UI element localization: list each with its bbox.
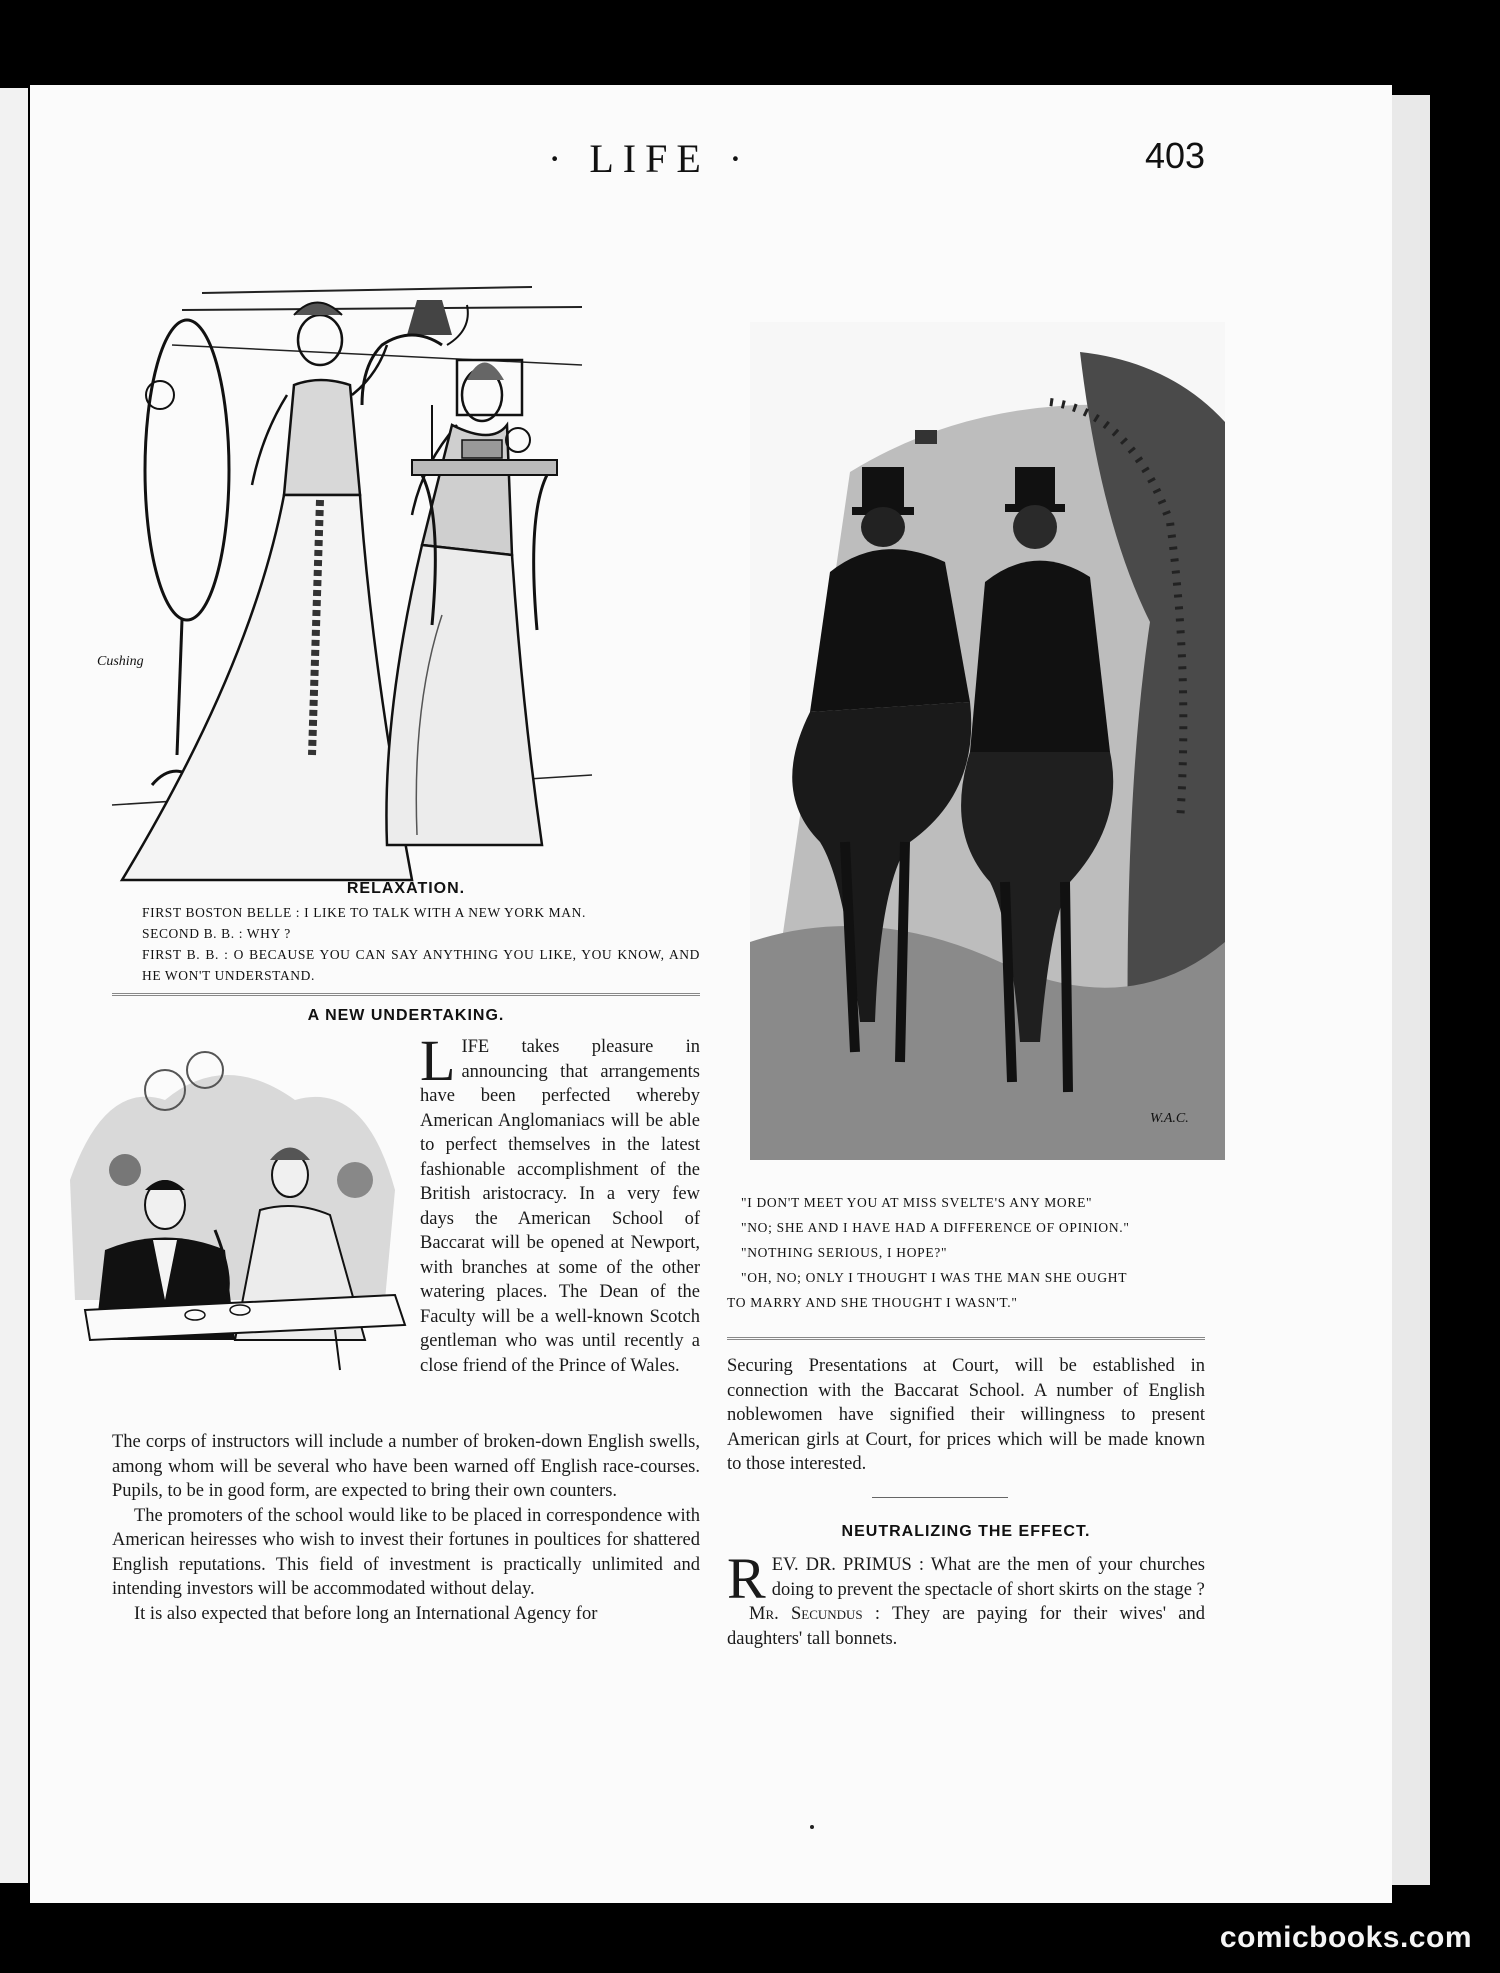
footer-dot <box>810 1825 814 1829</box>
riders-caption <box>727 1190 1205 1315</box>
dropcap: L <box>420 1028 456 1093</box>
section-divider <box>727 1337 1205 1340</box>
dialogue-text: I LIKE TO TALK WITH A NEW YORK MAN. <box>304 905 586 920</box>
page-number: 403 <box>1145 135 1206 176</box>
caption-line: "NO; SHE AND I HAVE HAD A DIFFERENCE OF OPINION." <box>741 1220 1130 1235</box>
paragraph <box>727 1602 1205 1651</box>
neutralizing-heading: NEUTRALIZING THE EFFECT. <box>841 1523 1091 1540</box>
undertaking-body <box>112 1430 700 1626</box>
dialogue-line <box>112 944 700 986</box>
speaker: Mr. Secundus : <box>749 1604 881 1624</box>
caption-line: "OH, NO; ONLY I THOUGHT I WAS THE MAN SHE OUGHT <box>741 1270 1128 1285</box>
dialogue-text: They are paying for their wives' and daughters' tall bonnets. <box>727 1604 1205 1649</box>
paragraph: Securing Presentations at Court, will be established in connection with the Baccarat School. A number of English noblewomen have signified their willingness to present American girls at Court, for prices which will be made known to those interested. <box>727 1356 1205 1474</box>
caption-line: "I DON'T MEET YOU AT MISS SVELTE'S ANY MORE" <box>741 1195 1093 1210</box>
undertaking-intro <box>420 1028 700 1378</box>
intro-paragraph <box>420 1028 700 1378</box>
paragraph <box>727 1546 1205 1611</box>
watermark: comicbooks.com <box>1219 1921 1472 1954</box>
dropcap: R <box>727 1546 766 1611</box>
cushing-signature: Cushing <box>97 654 144 669</box>
speaker: FIRST B. B. : <box>142 947 229 962</box>
facing-page-edge <box>0 88 28 1883</box>
relaxation-dialogue <box>112 902 700 986</box>
baccarat-illustration <box>65 1040 410 1380</box>
undertaking-continuation <box>727 1354 1205 1477</box>
speaker: FIRST BOSTON BELLE : <box>142 905 301 920</box>
paragraph: The promoters of the school would like to be placed in correspondence with American heiresses who wish to invest their fortunes in poultices for shattered English reputations. This field of investment is practically unlimited and intending investors will be accommodated without delay. <box>112 1505 700 1599</box>
dialogue-text: WHY ? <box>246 926 291 941</box>
short-divider <box>872 1497 1008 1498</box>
dialogue-text: What are the men of your churches doing to prevent the spectacle of short skirts on the stage ? <box>771 1555 1205 1600</box>
masthead: · LIFE · <box>548 136 752 181</box>
paragraph: It is also expected that before long an International Agency for <box>134 1603 598 1624</box>
undertaking-heading: A NEW UNDERTAKING. <box>307 1007 505 1024</box>
speaker: SECOND B. B. : <box>142 926 244 941</box>
riders-illustration <box>750 322 1225 1160</box>
next-page-edge <box>1392 95 1430 1885</box>
dialogue-line <box>112 902 700 923</box>
intro-text: IFE takes pleasure in announcing that arrangements have been perfected whereby American Anglomaniacs will be able to perfect themselves in the latest fashionable accomplishment of the British aristocracy. In a very few days the American School of Baccarat will be opened at Newport, with branches at some of the other watering places. The Dean of the Faculty will be a well-known Scotch gentleman who was until recently a close friend of the Prince of Wales. <box>420 1037 700 1376</box>
dialogue-line <box>112 923 700 944</box>
dialogue-text: O BECAUSE YOU CAN SAY ANYTHING YOU LIKE, YOU KNOW, AND HE WON'T UNDERSTAND. <box>142 947 700 983</box>
relaxation-heading: RELAXATION. <box>346 880 466 897</box>
speaker: EV. DR. PRIMUS : <box>771 1555 925 1575</box>
neutralizing-body <box>727 1546 1205 1651</box>
caption-line: TO MARRY AND SHE THOUGHT I WASN'T." <box>727 1295 1018 1310</box>
section-divider <box>112 993 700 996</box>
relaxation-illustration <box>97 285 700 880</box>
paragraph: The corps of instructors will include a number of broken-down English swells, among whom will be several who have been warned off English race-courses. Pupils, to be in good form, are expected to bring their own counters. <box>112 1432 700 1501</box>
riders-signature: W.A.C. <box>1150 1111 1189 1126</box>
caption-line: "NOTHING SERIOUS, I HOPE?" <box>741 1245 948 1260</box>
